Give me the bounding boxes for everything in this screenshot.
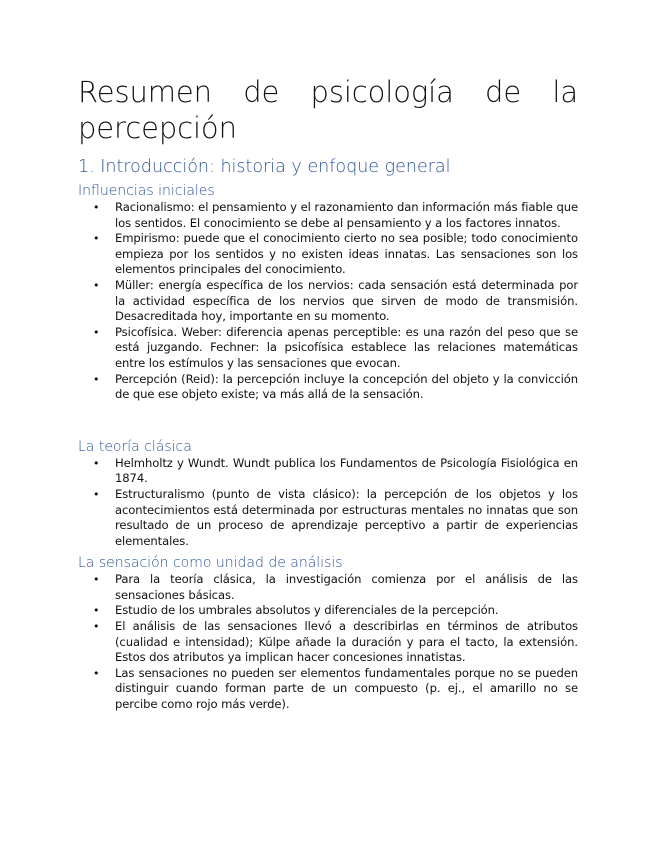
- bullet-icon: •: [93, 604, 100, 618]
- bullet-icon: •: [93, 456, 100, 470]
- section-heading: 1. Introducción: historia y enfoque general: [78, 157, 451, 177]
- document-page: [78, 74, 578, 713]
- bullet-icon: •: [93, 666, 100, 680]
- bullet-icon: •: [93, 232, 100, 246]
- bullet-icon: •: [93, 573, 100, 587]
- title-line-1: Resumen de psicología de la: [78, 75, 578, 109]
- bullet-list-teoria-clasica: [78, 456, 578, 550]
- list-item: • Racionalismo: el pensamiento y el razonamiento dan información más fiable que los sentidos. El conocimiento se debe al pensamiento y a los factores innatos.: [93, 200, 578, 230]
- subsection-heading-teoria-clasica: La teoría clásica: [78, 438, 192, 455]
- title-line-2: percepción: [78, 111, 237, 145]
- bullet-icon: •: [93, 487, 100, 501]
- list-item: • Müller: energía específica de los nervios: cada sensación está determinada por la actividad específica de los nervios que sirven de modo de transmisión. Desacreditada hoy, importante en su momento.: [93, 277, 578, 324]
- list-item: • El análisis de las sensaciones llevó a describirlas en términos de atributos (cualidad e intensidad); Külpe añade la duración y para el tacto, la extensión. Estos dos atributos ya implican hacer concesiones innatistas.: [93, 619, 578, 665]
- list-item: • Las sensaciones no pueden ser elementos fundamentales porque no se pueden distinguir cuando forman parte de un compuesto (p. ej., el amarillo no se percibe como rojo más verde).: [93, 665, 578, 712]
- bullet-icon: •: [93, 278, 100, 292]
- list-item: • Empirismo: puede que el conocimiento cierto no sea posible; todo conocimiento empieza por los sentidos y no existen ideas innatas. Las sensaciones son los elementos principales del conocimiento.: [93, 231, 578, 277]
- bullet-list-sensacion: [78, 572, 578, 712]
- bullet-icon: •: [93, 620, 100, 634]
- list-item: • Helmholtz y Wundt. Wundt publica los Fundamentos de Psicología Fisiológica en 1874.: [93, 455, 578, 486]
- list-item: • Percepción (Reid): la percepción incluye la concepción del objeto y la convicción de que ese objeto existe; va más allá de la sensación.: [93, 371, 578, 402]
- list-item: • Psicofísica. Weber: diferencia apenas perceptible: es una razón del peso que se está juzgando. Fechner: la psicofísica establece las relaciones matemáticas entre los estímulos y las sensaciones que evocan.: [93, 324, 578, 370]
- list-item: • Estructuralismo (punto de vista clásico): la percepción de los objetos y los acontecimientos está determinada por estructuras mentales no innatas que son resultado de un proceso de aprendizaje perceptivo a partir de experiencias elementales.: [93, 486, 578, 548]
- list-item: • Estudio de los umbrales absolutos y diferenciales de la percepción.: [93, 603, 499, 618]
- list-item: • Para la teoría clásica, la investigación comienza por el análisis de las sensaciones básicas.: [93, 572, 578, 602]
- document-title: [78, 74, 578, 146]
- bullet-icon: •: [93, 372, 100, 386]
- subsection-heading-influencias: Influencias iniciales: [78, 183, 215, 199]
- bullet-icon: •: [93, 201, 100, 214]
- bullet-list-influencias: [78, 200, 578, 403]
- bullet-icon: •: [93, 325, 100, 339]
- subsection-heading-sensacion: La sensación como unidad de análisis: [78, 555, 343, 572]
